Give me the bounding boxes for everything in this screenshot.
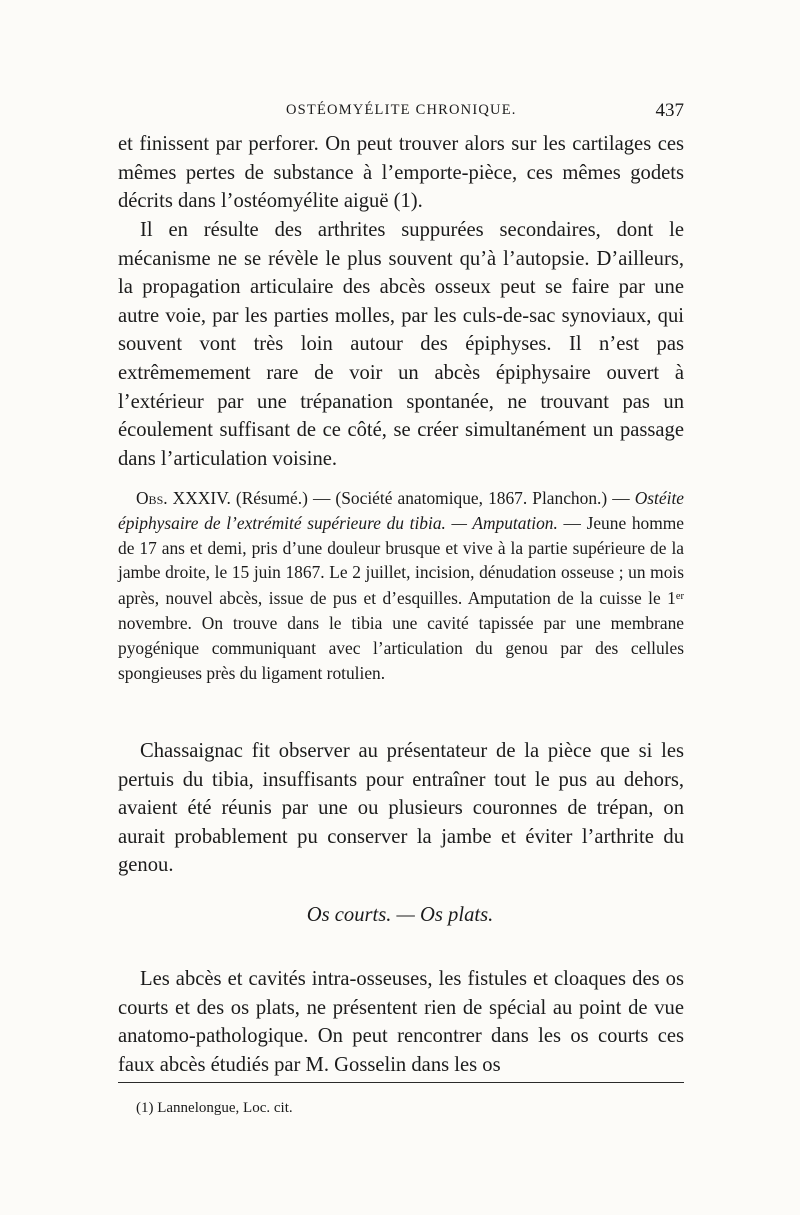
paragraph-text: Chassaignac fit observer au présentateur de la pièce que si les pertuis du tibia, insuffisants pour entraîner tout le pus au dehors, avaient été réunis par une ou plusieurs couronnes de trépan, on aurait probablement pu conserver la jambe et éviter l’arthrite du genou. [118,740,684,877]
paragraph-chassaignac [118,737,684,880]
footnote-divider [118,1082,684,1083]
page-number: 437 [655,100,684,121]
paragraph-continued [118,130,684,216]
footnote: (1) Lannelongue, Loc. cit. [136,1100,293,1116]
paragraph-text: Il en résulte des arthrites suppurées secondaires, dont le mécanisme ne se révèle le plus souvent qu’à l’autopsie. D’ailleurs, la propagation articulaire des abcès osseux peut se faire par une autre voie, par les parties molles, par les culs-de-sac synoviaux, qui souvent vont très loin autour des épiphyses. Il n’est pas extrêmemement rare de voir un abcès épiphysaire ouvert à l’extérieur par une trépanation spontanée, ne trouvant pas un écoulement suffisant de ce côté, se créer simultanément un passage dans l’articulation voisine. [118,219,684,470]
ordinal-superscript: er [675,591,684,603]
section-heading: Os courts. — Os plats. [306,904,494,926]
observation-block [118,486,684,686]
paragraph-text: Les abcès et cavités intra-osseuses, les fistules et cloaques des os courts et des os plats, ne présentent rien de spécial au point de vue anatomo-pathologique. On peut rencontrer dans les os courts ces faux abcès étudiés par M. Gosselin dans les os [118,968,684,1076]
paragraph-os-courts [118,965,684,1079]
observation-body-end: novembre. On trouve dans le tibia une cavité tapissée par une membrane pyogénique communiquant avec l’articulation du genou par des cellules spongieuses près du ligament rotulien. [118,613,684,683]
running-head [118,100,684,124]
paragraph-arthrites [118,216,684,473]
observation-text [118,486,684,686]
observation-title: Ostéite épiphysaire de l’extrémité supérieure du tibia. — Amputation. [118,488,684,533]
observation-lead: XXXIV. (Résumé.) — (Société anatomique, 1867. Planchon.) — [167,488,635,508]
observation-abbr: Obs. [136,488,168,508]
observation-body: — Jeune homme de 17 ans et demi, pris d’une douleur brusque et vive à la partie supérieure de la jambe droite, le 15 juin 1867. Le 2 juillet, incision, dénudation osseuse ; un mois après, nouvel abcès, issue de pus et d’esquilles. Amputation de la cuisse le 1 [118,512,684,609]
paragraph-text: et finissent par perforer. On peut trouver alors sur les cartilages ces mêmes pertes de substance à l’emporte-pièce, ces mêmes godets décrits dans l’ostéomyélite aiguë (1). [118,133,684,213]
running-title: OSTÉOMYÉLITE CHRONIQUE. [286,102,517,118]
